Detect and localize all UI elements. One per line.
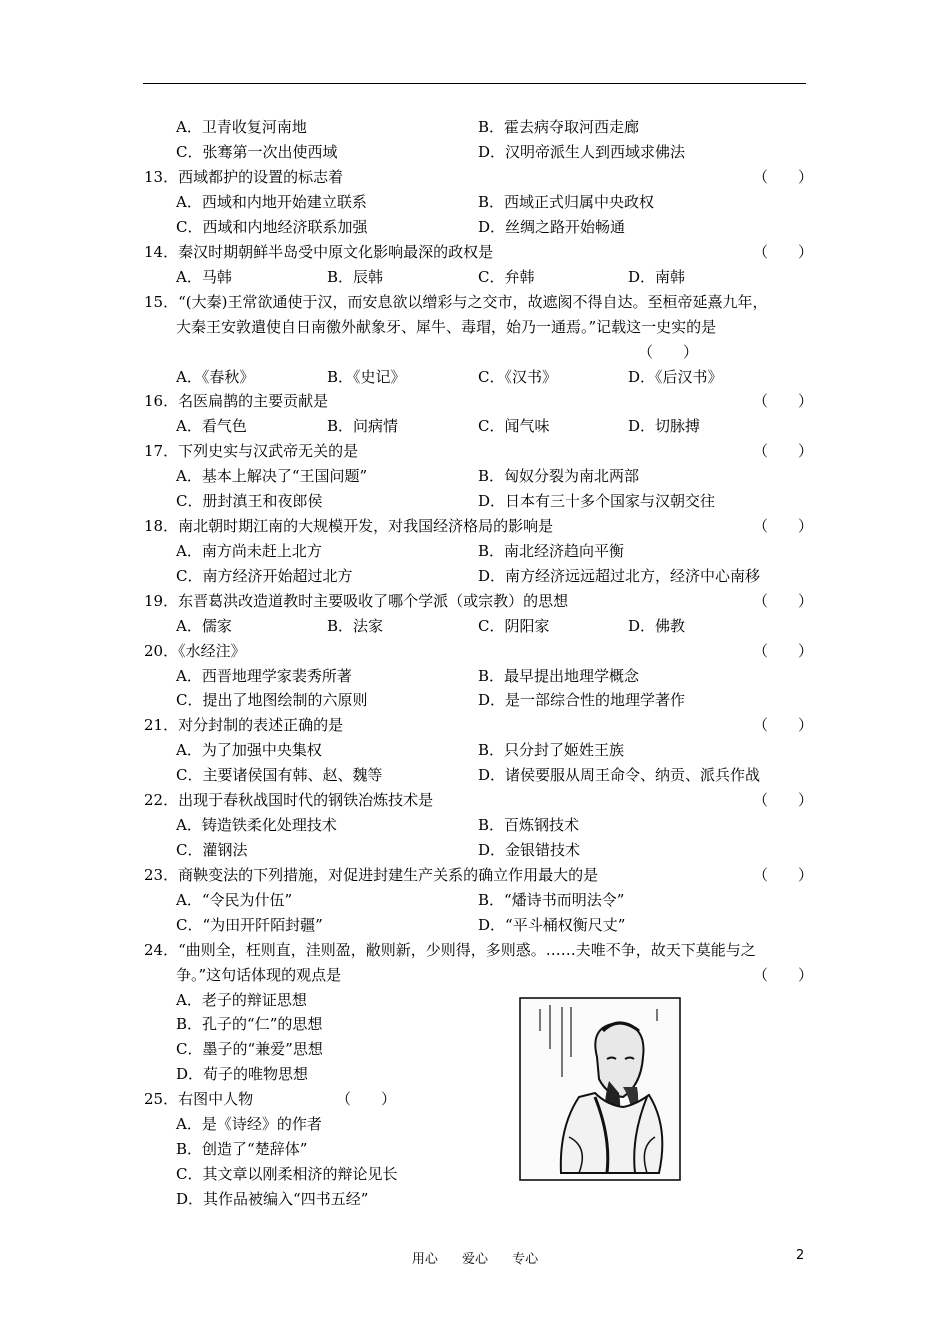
answer-parentheses: （ ） — [753, 866, 814, 884]
text-line: C．西域和内地经济联系加强 — [176, 218, 368, 236]
text-line: D．南韩 — [628, 268, 686, 286]
text-line: C．灌钢法 — [176, 841, 248, 859]
text-line: B．问病情 — [327, 417, 399, 435]
text-line: 争。”这句话体现的观点是 — [176, 966, 342, 984]
text-line: D．日本有三十多个国家与汉朝交往 — [478, 492, 716, 510]
text-line: D．佛教 — [628, 617, 686, 635]
text-line: 21．对分封制的表述正确的是 — [144, 716, 344, 734]
answer-parentheses: （ ） — [753, 442, 814, 460]
portrait-image — [519, 997, 681, 1181]
text-line: C．张骞第一次出使西域 — [176, 143, 338, 161]
text-line: B．孔子的“仁”的思想 — [176, 1015, 323, 1033]
text-line: C．阴阳家 — [478, 617, 550, 635]
text-line: C．《汉书》 — [478, 368, 557, 386]
text-line: 24．“曲则全，枉则直，洼则盈，敝则新，少则得，多则惑。……夫唯不争，故天下莫能与之 — [144, 941, 756, 959]
text-line: B．南北经济趋向平衡 — [478, 542, 625, 560]
text-line: 13．西域都护的设置的标志着 — [144, 168, 344, 186]
text-line: B．西域正式归属中央政权 — [478, 193, 655, 211]
answer-parentheses: （ ） — [753, 243, 814, 261]
text-line: A．为了加强中央集权 — [176, 741, 322, 759]
text-line: D．《后汉书》 — [628, 368, 723, 386]
answer-parentheses: （ ） — [753, 392, 814, 410]
text-line: C．闻气味 — [478, 417, 550, 435]
text-line: B．霍去病夺取河西走廊 — [478, 118, 640, 136]
text-line: 大秦王安敦遣使自日南徼外献象牙、犀牛、毒瑁，始乃一通焉。”记载这一史实的是 — [176, 318, 717, 336]
footer-text-right: 专心 — [512, 1252, 539, 1267]
answer-parentheses: （ ） — [753, 716, 814, 734]
text-line: A．西晋地理学家裴秀所著 — [176, 667, 352, 685]
text-line: B．《史记》 — [327, 368, 406, 386]
text-line: B．匈奴分裂为南北两部 — [478, 467, 640, 485]
text-line: C．主要诸侯国有韩、赵、魏等 — [176, 766, 383, 784]
text-line: A．“令民为什伍” — [176, 891, 293, 909]
text-line: A．基本上解决了“王国问题” — [176, 467, 368, 485]
text-line: B．最早提出地理学概念 — [478, 667, 640, 685]
text-line: B．“燔诗书而明法令” — [478, 891, 625, 909]
answer-parentheses: （ ） — [753, 168, 814, 186]
text-line: D．金银错技术 — [478, 841, 581, 859]
text-line: 17．下列史实与汉武帝无关的是 — [144, 442, 359, 460]
portrait-illustration — [519, 997, 681, 1181]
text-line: C．其文章以刚柔相济的辩论见长 — [176, 1165, 398, 1183]
text-line: A．是《诗经》的作者 — [176, 1115, 322, 1133]
answer-parentheses: （ ） — [753, 592, 814, 610]
text-line: 19．东晋葛洪改造道教时主要吸收了哪个学派（或宗教）的思想 — [144, 592, 569, 610]
text-line: 15．“(大秦)王常欲通使于汉，而安息欲以缯彩与之交市，故遮阂不得自达。至桓帝延熹九年， — [144, 293, 768, 311]
text-line: A．《春秋》 — [176, 368, 255, 386]
text-line: D．其作品被编入“四书五经” — [176, 1190, 369, 1208]
text-line: C．提出了地图绘制的六原则 — [176, 691, 368, 709]
answer-parentheses: （ ） — [336, 1090, 397, 1108]
text-line: B．辰韩 — [327, 268, 384, 286]
text-line: A．卫青收复河南地 — [176, 118, 307, 136]
text-line: D．切脉搏 — [628, 417, 701, 435]
page-footer — [0, 1248, 950, 1267]
text-line: A．铸造铁柔化处理技术 — [176, 816, 337, 834]
text-line: 14．秦汉时期朝鲜半岛受中原文化影响最深的政权是 — [144, 243, 494, 261]
footer-text-middle: 爱心 — [461, 1252, 488, 1267]
text-line: D．是一部综合性的地理学著作 — [478, 691, 686, 709]
text-line: C．弁韩 — [478, 268, 535, 286]
text-line: 20．《水经注》 — [144, 642, 246, 660]
text-line: D．南方经济远远超过北方，经济中心南移 — [478, 567, 761, 585]
text-line: C．册封滇王和夜郎侯 — [176, 492, 323, 510]
text-line: D．“平斗桶权衡尺丈” — [478, 916, 626, 934]
text-line: A．儒家 — [176, 617, 232, 635]
text-line: C．墨子的“兼爱”思想 — [176, 1040, 323, 1058]
text-line: D．汉明帝派生人到西域求佛法 — [478, 143, 686, 161]
answer-parentheses: （ ） — [638, 343, 699, 361]
header-rule — [143, 83, 806, 84]
text-line: A．马韩 — [176, 268, 232, 286]
text-line: 22．出现于春秋战国时代的钢铁冶炼技术是 — [144, 791, 434, 809]
answer-parentheses: （ ） — [753, 517, 814, 535]
footer-text-left: 用心 — [411, 1252, 438, 1267]
text-line: A．西域和内地开始建立联系 — [176, 193, 367, 211]
page-number: 2 — [796, 1248, 805, 1263]
answer-parentheses: （ ） — [753, 791, 814, 809]
text-line: D．诸侯要服从周王命令、纳贡、派兵作战 — [478, 766, 761, 784]
text-line: A．南方尚未赶上北方 — [176, 542, 322, 560]
text-line: 25．右图中人物 — [144, 1090, 254, 1108]
text-line: B．百炼钢技术 — [478, 816, 580, 834]
text-line: A．看气色 — [176, 417, 247, 435]
text-line: 16．名医扁鹊的主要贡献是 — [144, 392, 329, 410]
text-line: 23．商鞅变法的下列措施，对促进封建生产关系的确立作用最大的是 — [144, 866, 599, 884]
text-line: D．丝绸之路开始畅通 — [478, 218, 626, 236]
text-line: D．荀子的唯物思想 — [176, 1065, 309, 1083]
text-line: B．只分封了姬姓王族 — [478, 741, 625, 759]
text-line: B．法家 — [327, 617, 384, 635]
text-line: C．“为田开阡陌封疆” — [176, 916, 323, 934]
text-line: 18．南北朝时期江南的大规模开发，对我国经济格局的影响是 — [144, 517, 554, 535]
answer-parentheses: （ ） — [753, 966, 814, 984]
answer-parentheses: （ ） — [753, 642, 814, 660]
text-line: B．创造了“楚辞体” — [176, 1140, 308, 1158]
text-line: A．老子的辩证思想 — [176, 991, 307, 1009]
text-line: C．南方经济开始超过北方 — [176, 567, 353, 585]
